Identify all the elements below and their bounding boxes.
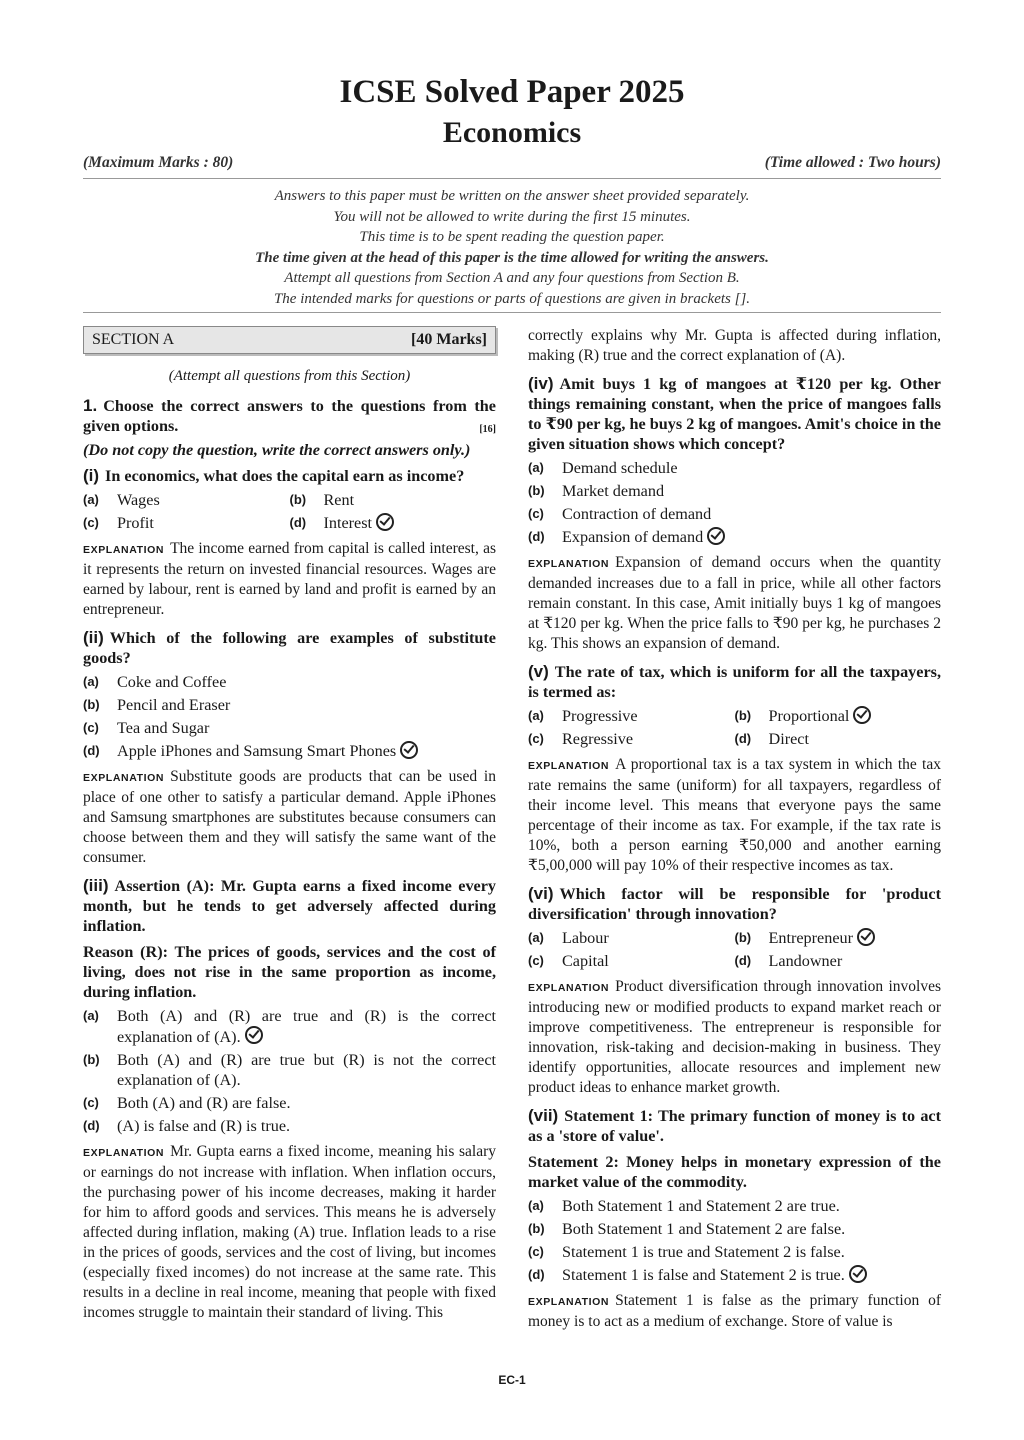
explanation-text: Expansion of demand occurs when the quantity demanded increases due to a fall in price, while all other factors remain constant. In this case, Amit initially buys 1 kg of mangoes at ₹120 per kg. When the price falls to ₹90 per kg, he purchases 2 kg. This shows an expansion of demand.	[528, 554, 941, 652]
option-text: Pencil and Eraser	[117, 696, 231, 714]
section-marks: [40 Marks]	[411, 331, 487, 348]
section-name: SECTION A	[92, 331, 175, 348]
option-d	[735, 729, 942, 749]
option-a	[528, 458, 941, 478]
option-text: Both (A) and (R) are true and (R) is the correct explanation of (A).	[117, 1007, 496, 1046]
sub-question-number: (vi)	[528, 884, 554, 903]
option-text: Direct	[768, 730, 809, 748]
question-v	[528, 662, 941, 702]
correct-tick-icon	[849, 1265, 867, 1283]
option-d	[735, 951, 942, 971]
left-column	[83, 326, 496, 1331]
option-a	[528, 1196, 941, 1216]
option-a	[83, 672, 496, 692]
explanation-text: Mr. Gupta earns a fixed income, meaning his salary or earnings do not increase with inflation. When inflation occurs, the purchasing power of his income decreases, making it harder for him to afford goods and services. This means he is adversely affected during inflation, making (A) true. Inflation leads to a rise in the prices of goods, services and the cost of living, but incomes (especially fixed incomes) do not increase at the same rate. This results in a decline in real income, meaning that people with fixed incomes struggle to maintain their standard of living. This	[83, 1143, 496, 1321]
option-letter: (b)	[528, 1221, 545, 1236]
question-note: (Do not copy the question, write the correct answers only.)	[83, 441, 471, 459]
options-row	[528, 951, 941, 971]
option-text: Demand schedule	[562, 459, 678, 477]
option-text: Progressive	[562, 707, 638, 725]
divider-bottom	[83, 312, 941, 313]
question-text: Choose the correct answers to the questions from the given options.	[83, 397, 496, 435]
option-c	[83, 718, 496, 738]
sub-question-number: (i)	[83, 466, 100, 485]
sub-question-text: Which of the following are examples of substitute goods?	[83, 629, 496, 667]
option-text: Tea and Sugar	[117, 719, 210, 737]
option-d	[83, 741, 496, 761]
sub-question-number: (ii)	[83, 628, 104, 647]
section-header	[83, 326, 496, 354]
attempt-note: (Attempt all questions from this Section)	[168, 368, 411, 384]
question-number: 1.	[83, 396, 98, 415]
option-b	[290, 490, 497, 510]
option-text: Market demand	[562, 482, 665, 500]
question-i	[83, 466, 496, 486]
explanation-text: Product diversification through innovation involves introducing new or modified products to expand market reach or improve competitiveness. The entrepreneur is responsible for innovation, risk-taking and decision-making in business. They identify opportunities, allocate resources and implement new product ideas to enhance market growth.	[528, 978, 941, 1096]
option-text: Labour	[562, 929, 609, 947]
instruction-line: This time is to be spent reading the question paper.	[359, 229, 665, 245]
option-letter: (c)	[83, 515, 99, 530]
option-c	[528, 1242, 941, 1262]
option-text: Both Statement 1 and Statement 2 are true.	[562, 1197, 840, 1215]
correct-tick-icon	[853, 706, 871, 724]
option-b	[735, 706, 942, 726]
option-text: Capital	[562, 952, 609, 970]
sub-question-number: (iv)	[528, 374, 554, 393]
option-letter: (d)	[734, 731, 752, 746]
explanation-text: Substitute goods are products that can be used in place of one other to satisfy a particular demand. Apple iPhones and Samsung smartphones are substitutes because consumers can choose between them and they will satisfy the same want of the consumer.	[83, 768, 496, 866]
instruction-line: The time given at the head of this paper is the time allowed for writing the answers.	[255, 249, 769, 266]
option-text: Both Statement 1 and Statement 2 are false.	[562, 1220, 846, 1238]
option-text: Regressive	[562, 730, 634, 748]
explanation-text: A proportional tax is a tax system in which the tax rate remains the same (uniform) for all taxpayers, regardless of their income level. This means that everyone pays the same percentage of their income as tax. For example, if the tax rate is 10%, both a person earning ₹50,000 and another earning ₹5,00,000 will pay 10% of their respective incomes as tax.	[528, 756, 941, 874]
explanation-label: EXPLANATION	[528, 1296, 610, 1308]
option-d	[83, 1116, 496, 1136]
instruction-line: Attempt all questions from Section A and any four questions from Section B.	[284, 270, 740, 286]
statement-1: Statement 1: The primary function of money is to act as a 'store of value'.	[528, 1107, 941, 1145]
question-iii	[83, 876, 496, 936]
assertion-text: Assertion (A): Mr. Gupta earns a fixed income every month, but he tends to get adversely affected during inflation.	[83, 877, 496, 935]
option-letter: (c)	[83, 720, 99, 735]
maximum-marks: (Maximum Marks : 80)	[83, 154, 234, 171]
question-1	[83, 396, 496, 436]
option-d	[528, 527, 941, 547]
option-b	[83, 695, 496, 715]
option-d	[290, 513, 497, 533]
question-vii	[528, 1106, 941, 1146]
sub-question-number: (vii)	[528, 1106, 559, 1125]
explanation	[83, 767, 496, 868]
correct-tick-icon	[376, 513, 394, 531]
option-c	[528, 729, 735, 749]
option-text: Coke and Coffee	[117, 673, 227, 691]
explanation-label: EXPLANATION	[528, 760, 610, 772]
options-row	[528, 928, 941, 948]
option-text: Both (A) and (R) are false.	[117, 1094, 291, 1112]
explanation-text: The income earned from capital is called interest, as it represents the return on invested financial resources. Wages are earned by labour, rent is earned by land and profit is earned by an entrepreneur.	[83, 540, 496, 618]
option-text: Rent	[323, 491, 355, 509]
option-letter: (b)	[734, 708, 752, 723]
divider-top	[83, 178, 941, 179]
option-text: Apple iPhones and Samsung Smart Phones	[117, 742, 397, 760]
option-text: Profit	[117, 514, 154, 532]
option-text: Statement 1 is false and Statement 2 is true.	[562, 1266, 845, 1284]
option-letter: (a)	[528, 930, 544, 945]
option-text: Entrepreneur	[768, 929, 853, 947]
explanation-label: EXPLANATION	[528, 558, 610, 570]
explanation-label: EXPLANATION	[83, 544, 165, 556]
option-c	[528, 951, 735, 971]
option-letter: (c)	[528, 506, 544, 521]
explanation	[83, 539, 496, 620]
option-text-wrap	[117, 1006, 496, 1047]
correct-tick-icon	[245, 1026, 263, 1044]
explanation-label: EXPLANATION	[528, 982, 610, 994]
explanation-continued: correctly explains why Mr. Gupta is affected during inflation, making (R) true and the correct explanation of (A).	[528, 327, 941, 364]
option-d	[528, 1265, 941, 1285]
instruction-line: Answers to this paper must be written on the answer sheet provided separately.	[274, 188, 750, 204]
option-letter: (c)	[528, 1244, 544, 1259]
time-allowed: (Time allowed : Two hours)	[764, 154, 941, 171]
correct-tick-icon	[857, 928, 875, 946]
sub-question-number: (iii)	[83, 876, 109, 895]
option-letter: (d)	[528, 529, 545, 544]
option-letter: (d)	[734, 953, 752, 968]
option-letter: (a)	[83, 492, 99, 507]
question-iv	[528, 374, 941, 454]
explanation-text: Statement 1 is false as the primary function of money is to act as a medium of exchange. Store of value is	[528, 1292, 941, 1330]
sub-question-text: In economics, what does the capital earn as income?	[105, 467, 465, 485]
question-ii	[83, 628, 496, 668]
option-text: Contraction of demand	[562, 505, 712, 523]
reason-text: Reason (R): The prices of goods, services and the cost of living, does not rise in the same proportion as income, during inflation.	[83, 943, 496, 1001]
paper-title: ICSE Solved Paper 2025	[339, 74, 685, 110]
option-letter: (b)	[289, 492, 307, 507]
instruction-line: The intended marks for questions or parts of questions are given in brackets [].	[273, 290, 751, 307]
sub-question-text: Amit buys 1 kg of mangoes at ₹120 per kg. Other things remaining constant, when the price of mangoes falls to ₹90 per kg, he buys 2 kg of mangoes. Amit's choice in the given situation shows which concept?	[528, 375, 941, 453]
option-text: (A) is false and (R) is true.	[117, 1117, 291, 1135]
option-letter: (a)	[528, 708, 544, 723]
option-b	[83, 1050, 496, 1090]
page-number: EC-1	[498, 1373, 526, 1387]
option-letter: (c)	[83, 1095, 99, 1110]
option-letter: (a)	[83, 674, 99, 689]
instruction-line: You will not be allowed to write during the first 15 minutes.	[333, 208, 691, 225]
sub-question-text: The rate of tax, which is uniform for all the taxpayers, is termed as:	[528, 663, 941, 701]
option-letter: (a)	[528, 1198, 544, 1213]
option-c	[528, 504, 941, 524]
explanation-label: EXPLANATION	[83, 1147, 165, 1159]
option-b	[528, 1219, 941, 1239]
option-text: Statement 1 is true and Statement 2 is false.	[562, 1243, 845, 1261]
correct-tick-icon	[400, 741, 418, 759]
option-c	[83, 1093, 496, 1113]
paper-subject: Economics	[442, 116, 582, 149]
option-text: Interest	[323, 514, 373, 532]
sub-question-text: Which factor will be responsible for 'product diversification' through innovation?	[528, 885, 941, 923]
option-text: Expansion of demand	[562, 528, 704, 546]
option-c	[83, 513, 290, 533]
right-column	[528, 326, 941, 1340]
explanation	[83, 1142, 496, 1323]
option-letter: (b)	[83, 697, 100, 712]
option-letter: (d)	[83, 743, 100, 758]
marks-time-row	[83, 154, 941, 172]
instructions	[83, 186, 941, 309]
option-text: Landowner	[768, 952, 843, 970]
option-b	[735, 928, 942, 948]
option-letter: (b)	[734, 930, 752, 945]
question-marks: [16]	[479, 424, 496, 435]
sub-question-number: (v)	[528, 662, 549, 681]
explanation	[528, 553, 941, 654]
options-row	[83, 513, 496, 533]
options-row	[528, 729, 941, 749]
option-text: Both (A) and (R) are true but (R) is not the correct explanation of (A).	[117, 1051, 496, 1089]
options-row	[83, 490, 496, 510]
option-letter: (d)	[289, 515, 307, 530]
explanation	[528, 977, 941, 1098]
option-letter: (d)	[528, 1267, 545, 1282]
option-letter: (c)	[528, 953, 544, 968]
option-letter: (b)	[528, 483, 545, 498]
option-text: Proportional	[768, 707, 850, 725]
correct-tick-icon	[707, 527, 725, 545]
option-a	[83, 490, 290, 510]
option-letter: (c)	[528, 731, 544, 746]
option-letter: (b)	[83, 1052, 100, 1067]
explanation-label: EXPLANATION	[83, 772, 165, 784]
explanation	[528, 1291, 941, 1332]
question-vi	[528, 884, 941, 924]
option-a	[83, 1006, 496, 1047]
option-letter: (a)	[83, 1008, 99, 1023]
option-letter: (d)	[83, 1118, 100, 1133]
explanation	[528, 755, 941, 876]
option-a	[528, 706, 735, 726]
options-row	[528, 706, 941, 726]
option-b	[528, 481, 941, 501]
option-text: Wages	[117, 491, 160, 509]
option-a	[528, 928, 735, 948]
statement-2: Statement 2: Money helps in monetary expression of the market value of the commodity.	[528, 1153, 941, 1191]
option-letter: (a)	[528, 460, 544, 475]
